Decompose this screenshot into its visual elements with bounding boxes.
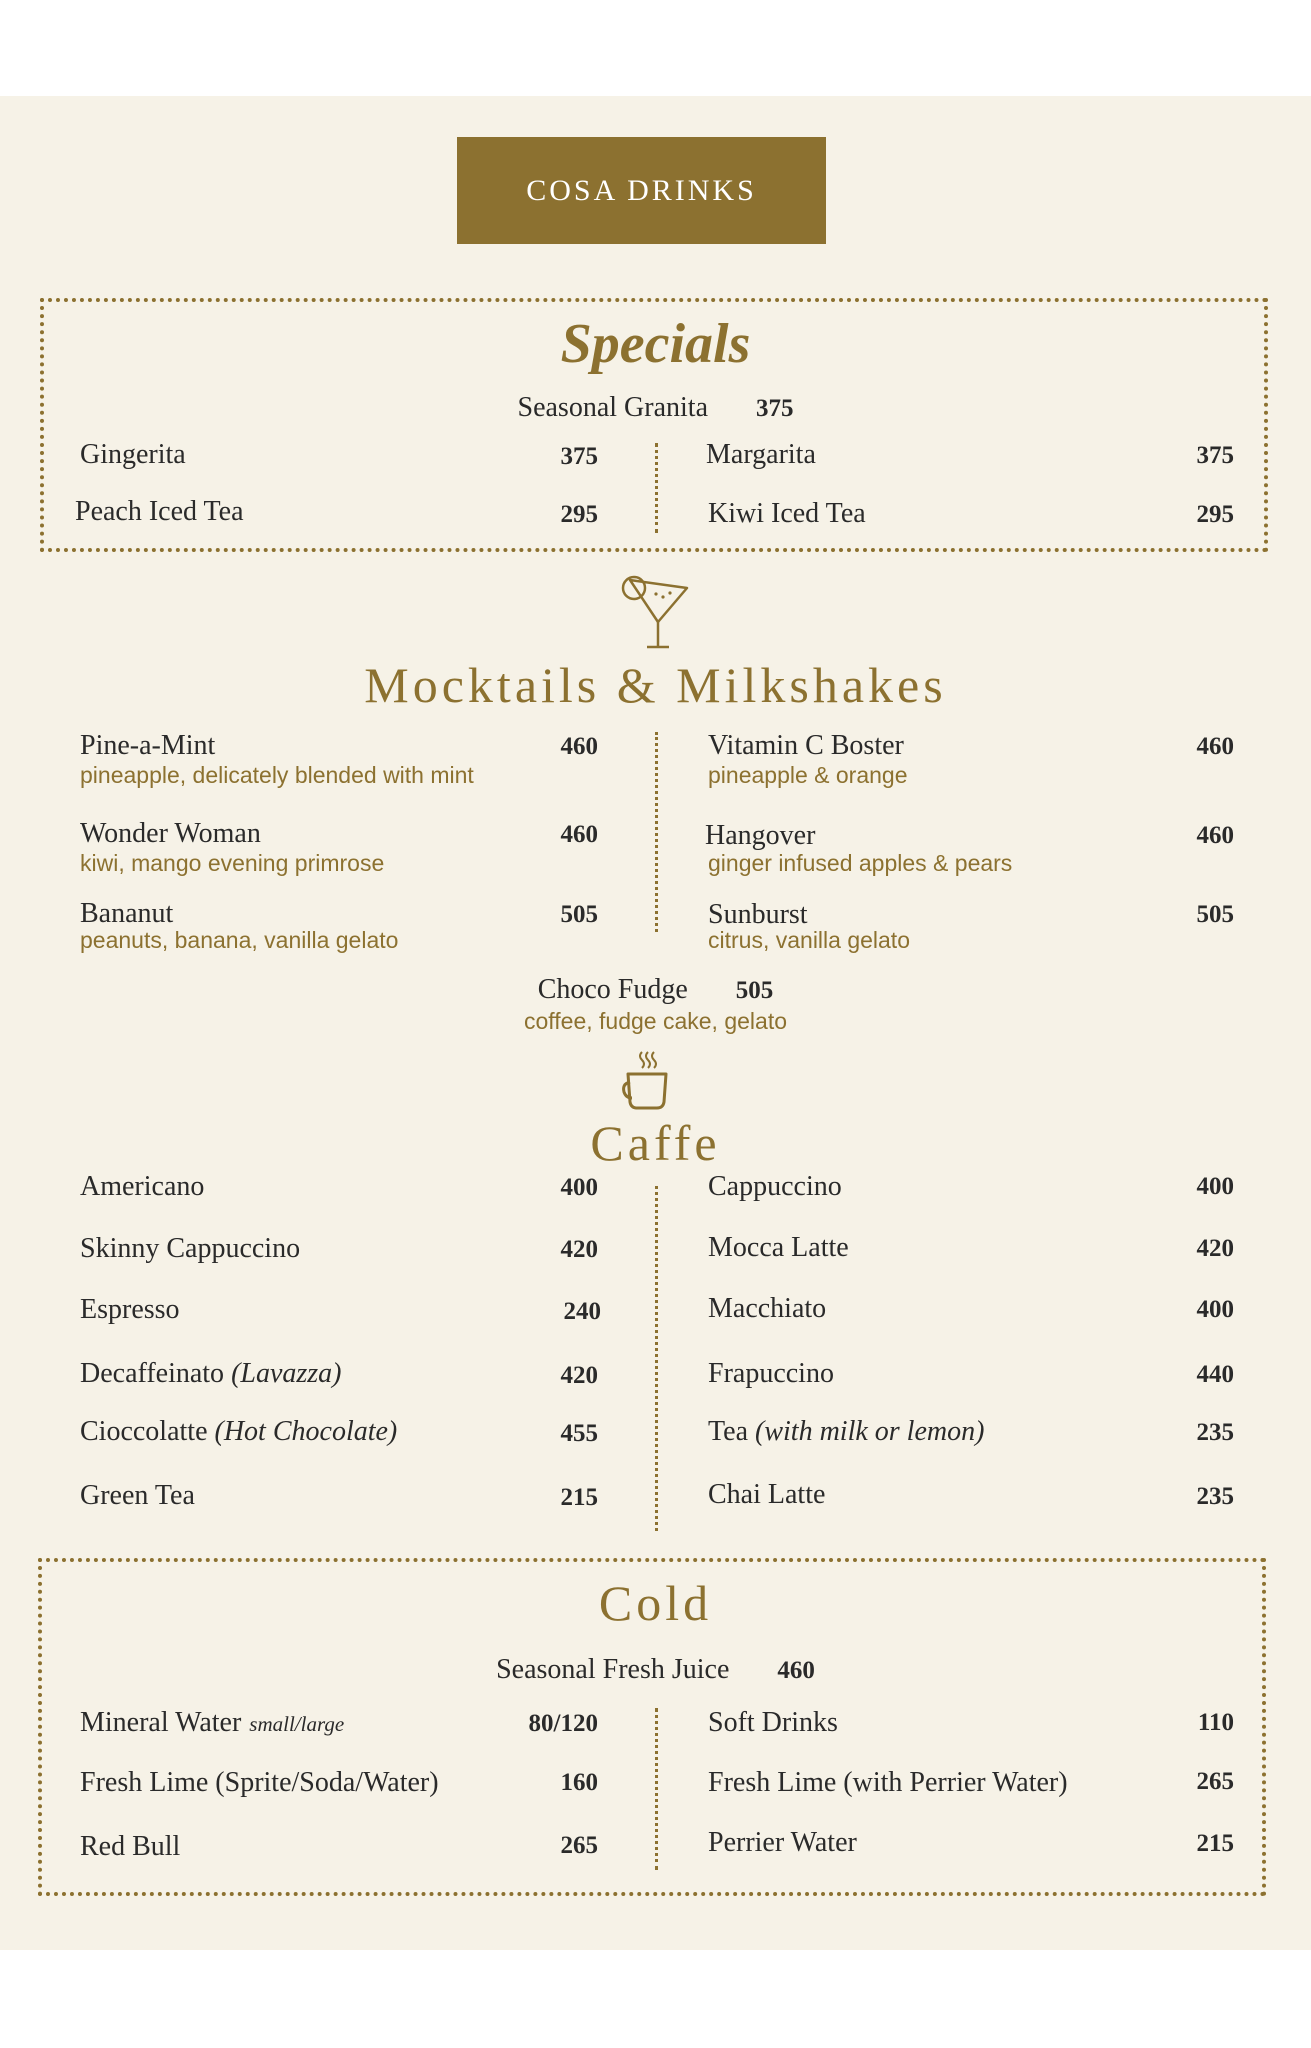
item-price: 460 bbox=[1196, 822, 1234, 849]
item-name: Choco Fudge bbox=[537, 974, 688, 1005]
item-label: Mocca Latte bbox=[708, 1232, 849, 1263]
item-name: Hangover bbox=[705, 820, 816, 851]
item-name bbox=[708, 1767, 1068, 1799]
title-banner bbox=[457, 137, 826, 244]
item-price: 460 bbox=[777, 1657, 815, 1684]
cold-divider bbox=[655, 1708, 658, 1870]
cold-featured bbox=[0, 1654, 1311, 1686]
item-label: Cioccolatte bbox=[80, 1416, 208, 1447]
item-price: 215 bbox=[560, 1484, 598, 1511]
item-name bbox=[708, 1358, 834, 1390]
item-price: 240 bbox=[563, 1298, 601, 1325]
item-description: coffee, fudge cake, gelato bbox=[524, 1008, 787, 1034]
specials-heading: Specials bbox=[560, 313, 751, 375]
item-name: Bananut bbox=[80, 898, 174, 929]
item-description: pineapple & orange bbox=[708, 762, 908, 788]
item-description: pineapple, delicately blended with mint bbox=[80, 762, 474, 788]
item-name: Vitamin C Boster bbox=[708, 730, 904, 761]
item-name bbox=[80, 1294, 180, 1326]
item-label: Americano bbox=[80, 1171, 205, 1202]
mocktails-featured bbox=[0, 974, 1311, 1006]
item-name: Gingerita bbox=[80, 439, 186, 470]
item-price: 400 bbox=[560, 1174, 598, 1201]
item-price: 460 bbox=[560, 733, 598, 760]
item-size-note: small/large bbox=[249, 1712, 345, 1736]
cold-heading: Cold bbox=[598, 1575, 713, 1631]
menu-sheet bbox=[0, 96, 1311, 1950]
item-name: Seasonal Fresh Juice bbox=[496, 1654, 730, 1685]
item-label: Fresh Lime (Sprite/Soda/Water) bbox=[80, 1767, 439, 1798]
specials-divider bbox=[655, 443, 658, 533]
item-price: 460 bbox=[560, 821, 598, 848]
item-label: Cappuccino bbox=[708, 1171, 842, 1202]
item-name bbox=[708, 1707, 838, 1739]
item-description: peanuts, banana, vanilla gelato bbox=[80, 927, 399, 953]
item-name bbox=[80, 1416, 397, 1448]
item-price: 375 bbox=[560, 443, 598, 470]
item-price: 215 bbox=[1196, 1830, 1234, 1857]
item-label: Perrier Water bbox=[708, 1827, 857, 1858]
item-price: 505 bbox=[560, 901, 598, 928]
item-name bbox=[80, 1171, 204, 1203]
item-name bbox=[708, 1827, 857, 1859]
item-name bbox=[80, 1707, 344, 1739]
item-label: Mineral Water bbox=[80, 1707, 242, 1738]
item-description: kiwi, mango evening primrose bbox=[80, 850, 385, 876]
menu-title: COSA DRINKS bbox=[526, 173, 757, 207]
item-price: 440 bbox=[1196, 1361, 1234, 1388]
item-label: Skinny Cappuccino bbox=[80, 1233, 301, 1264]
item-price: 235 bbox=[1196, 1483, 1234, 1510]
item-price: 235 bbox=[1196, 1419, 1234, 1446]
item-name bbox=[708, 1479, 825, 1511]
item-note: (Hot Chocolate) bbox=[214, 1416, 398, 1447]
item-price: 420 bbox=[560, 1362, 598, 1389]
item-name bbox=[80, 1358, 342, 1390]
item-label: Espresso bbox=[80, 1294, 180, 1325]
item-name bbox=[80, 1767, 439, 1799]
cocktail-glass-icon bbox=[618, 574, 692, 650]
mocktails-divider bbox=[655, 732, 658, 932]
item-label: Red Bull bbox=[80, 1831, 181, 1862]
item-price: 295 bbox=[1196, 501, 1234, 528]
mocktails-heading: Mocktails & Milkshakes bbox=[364, 657, 947, 713]
item-price: 375 bbox=[1196, 442, 1234, 469]
item-price: 505 bbox=[1196, 901, 1234, 928]
item-price: 420 bbox=[560, 1236, 598, 1263]
item-name bbox=[80, 1831, 180, 1863]
item-price: 455 bbox=[560, 1420, 598, 1447]
item-label: Chai Latte bbox=[708, 1479, 826, 1510]
item-price: 505 bbox=[735, 977, 774, 1004]
item-label: Green Tea bbox=[80, 1480, 195, 1511]
item-price: 160 bbox=[560, 1769, 598, 1796]
item-name bbox=[708, 1293, 826, 1325]
item-note: (with milk or lemon) bbox=[755, 1416, 985, 1447]
specials-featured bbox=[0, 392, 1311, 424]
item-name: Wonder Woman bbox=[80, 818, 261, 849]
item-description: citrus, vanilla gelato bbox=[708, 927, 910, 953]
item-note: (Lavazza) bbox=[231, 1358, 342, 1389]
item-name: Pine-a-Mint bbox=[80, 730, 216, 761]
item-name: Sunburst bbox=[708, 899, 808, 930]
item-name bbox=[708, 1171, 842, 1203]
item-price: 460 bbox=[1196, 733, 1234, 760]
item-label: Macchiato bbox=[708, 1293, 827, 1324]
caffe-heading: Caffe bbox=[590, 1115, 721, 1171]
item-name: Peach Iced Tea bbox=[75, 496, 244, 527]
item-description: ginger infused apples & pears bbox=[708, 850, 1013, 876]
item-price: 420 bbox=[1196, 1235, 1234, 1262]
item-label: Frapuccino bbox=[708, 1358, 834, 1389]
item-label: Tea bbox=[708, 1416, 749, 1447]
item-label: Decaffeinato bbox=[80, 1358, 225, 1389]
item-name: Seasonal Granita bbox=[517, 392, 708, 423]
item-price: 295 bbox=[560, 501, 598, 528]
item-price: 80/120 bbox=[528, 1710, 598, 1737]
item-name bbox=[708, 1416, 984, 1448]
coffee-cup-icon bbox=[620, 1048, 680, 1112]
item-price: 400 bbox=[1196, 1173, 1234, 1200]
item-name bbox=[80, 1480, 195, 1512]
item-price: 110 bbox=[1197, 1709, 1234, 1736]
item-price: 375 bbox=[756, 395, 794, 422]
item-price: 265 bbox=[560, 1832, 598, 1859]
item-label: Soft Drinks bbox=[708, 1707, 838, 1738]
item-price: 400 bbox=[1196, 1296, 1234, 1323]
item-name bbox=[708, 1232, 849, 1264]
item-name: Margarita bbox=[706, 439, 816, 470]
caffe-divider bbox=[655, 1186, 658, 1531]
item-name: Kiwi Iced Tea bbox=[708, 498, 866, 529]
item-price: 265 bbox=[1196, 1768, 1234, 1795]
item-name bbox=[80, 1233, 300, 1265]
item-label: Fresh Lime (with Perrier Water) bbox=[708, 1767, 1068, 1798]
